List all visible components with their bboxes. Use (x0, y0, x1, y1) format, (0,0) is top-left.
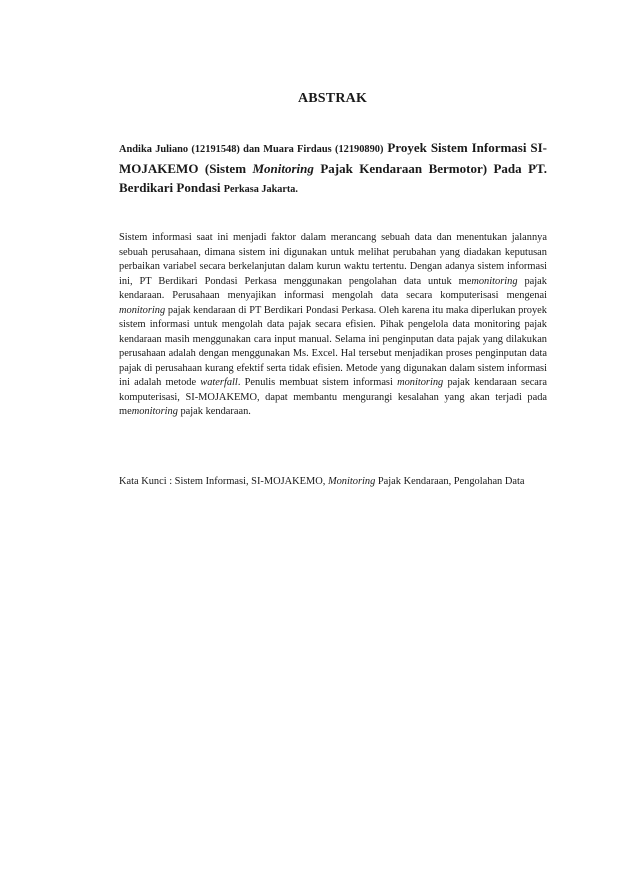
abstract-text-5: pajak kendaraan secara komputerisasi, SI-MOJAKEMO, dapat membantu mengurangi kesalahan yang akan terjadi pada me (119, 377, 547, 417)
abstract-italic-2: monitoring (119, 304, 166, 316)
keywords-prefix: Kata Kunci : Sistem Informasi, SI-MOJAKEMO, (119, 476, 328, 487)
abstract-title: ABSTRAK (297, 91, 368, 106)
keywords-italic: Monitoring (327, 476, 376, 487)
abstract-text-3: pajak kendaraan di PT Berdikari Pondasi Perkasa. Oleh karena itu maka diperlukan proyek sistem informasi untuk mengolah data pajak secara efisien. Pihak pengelola data monitoring pajak kendaraan masih menggunakan cara input manual. Selama ini penginputan data pajak yang dilakukan perusahaan adalah dengan menggunakan Ms. Excel. Hal tersebut menjadikan proses penginputan data pajak di perusahaan kurang efektif serta tidak efisien. Metode yang digunakan dalam sistem informasi ini adalah metode (119, 304, 547, 388)
project-title-org: Perkasa Jakarta. (223, 184, 298, 195)
author-project-heading (119, 138, 547, 199)
project-title-italic: Monitoring (252, 161, 314, 176)
project-title-middle: Pajak Kendaraan Bermotor) Pada PT. Berdikari Pondasi (119, 161, 547, 195)
keywords-suffix: Pajak Kendaraan, Pengolahan Data (375, 476, 525, 487)
abstract-italic-3: waterfall (200, 377, 238, 388)
abstract-italic-1: monitoring (471, 275, 518, 287)
abstract-body (119, 231, 547, 420)
abstract-text-2: pajak kendaraan. Perusahaan menyajikan informasi mengolah data secara komputerisasi mengenai (119, 275, 547, 301)
abstract-text-6: pajak kendaraan. (177, 406, 251, 417)
keywords (119, 475, 547, 490)
abstract-italic-5: monitoring (131, 406, 178, 417)
abstract-text-4: . Penulis membuat sistem informasi (237, 377, 398, 388)
abstract-italic-4: monitoring (397, 377, 444, 388)
project-title-prefix: Proyek Sistem Informasi SI-MOJAKEMO (Sistem (119, 140, 548, 176)
author-names: Andika Juliano (12191548) dan Muara Firdaus (12190890) (119, 144, 384, 155)
abstract-text-1: Sistem informasi saat ini menjadi faktor dalam merancang sebuah data dan menentukan jalannya sebuah perusahaan, dimana sistem ini digunakan untuk melihat perubahan yang diadakan keputusan perbaikan variabel secara berkelanjutan dalam kurun waktu tertentu. Dengan adanya sistem informasi ini, PT Berdikari Pondasi Perkasa menggunakan pengolahan data untuk me (119, 232, 547, 287)
